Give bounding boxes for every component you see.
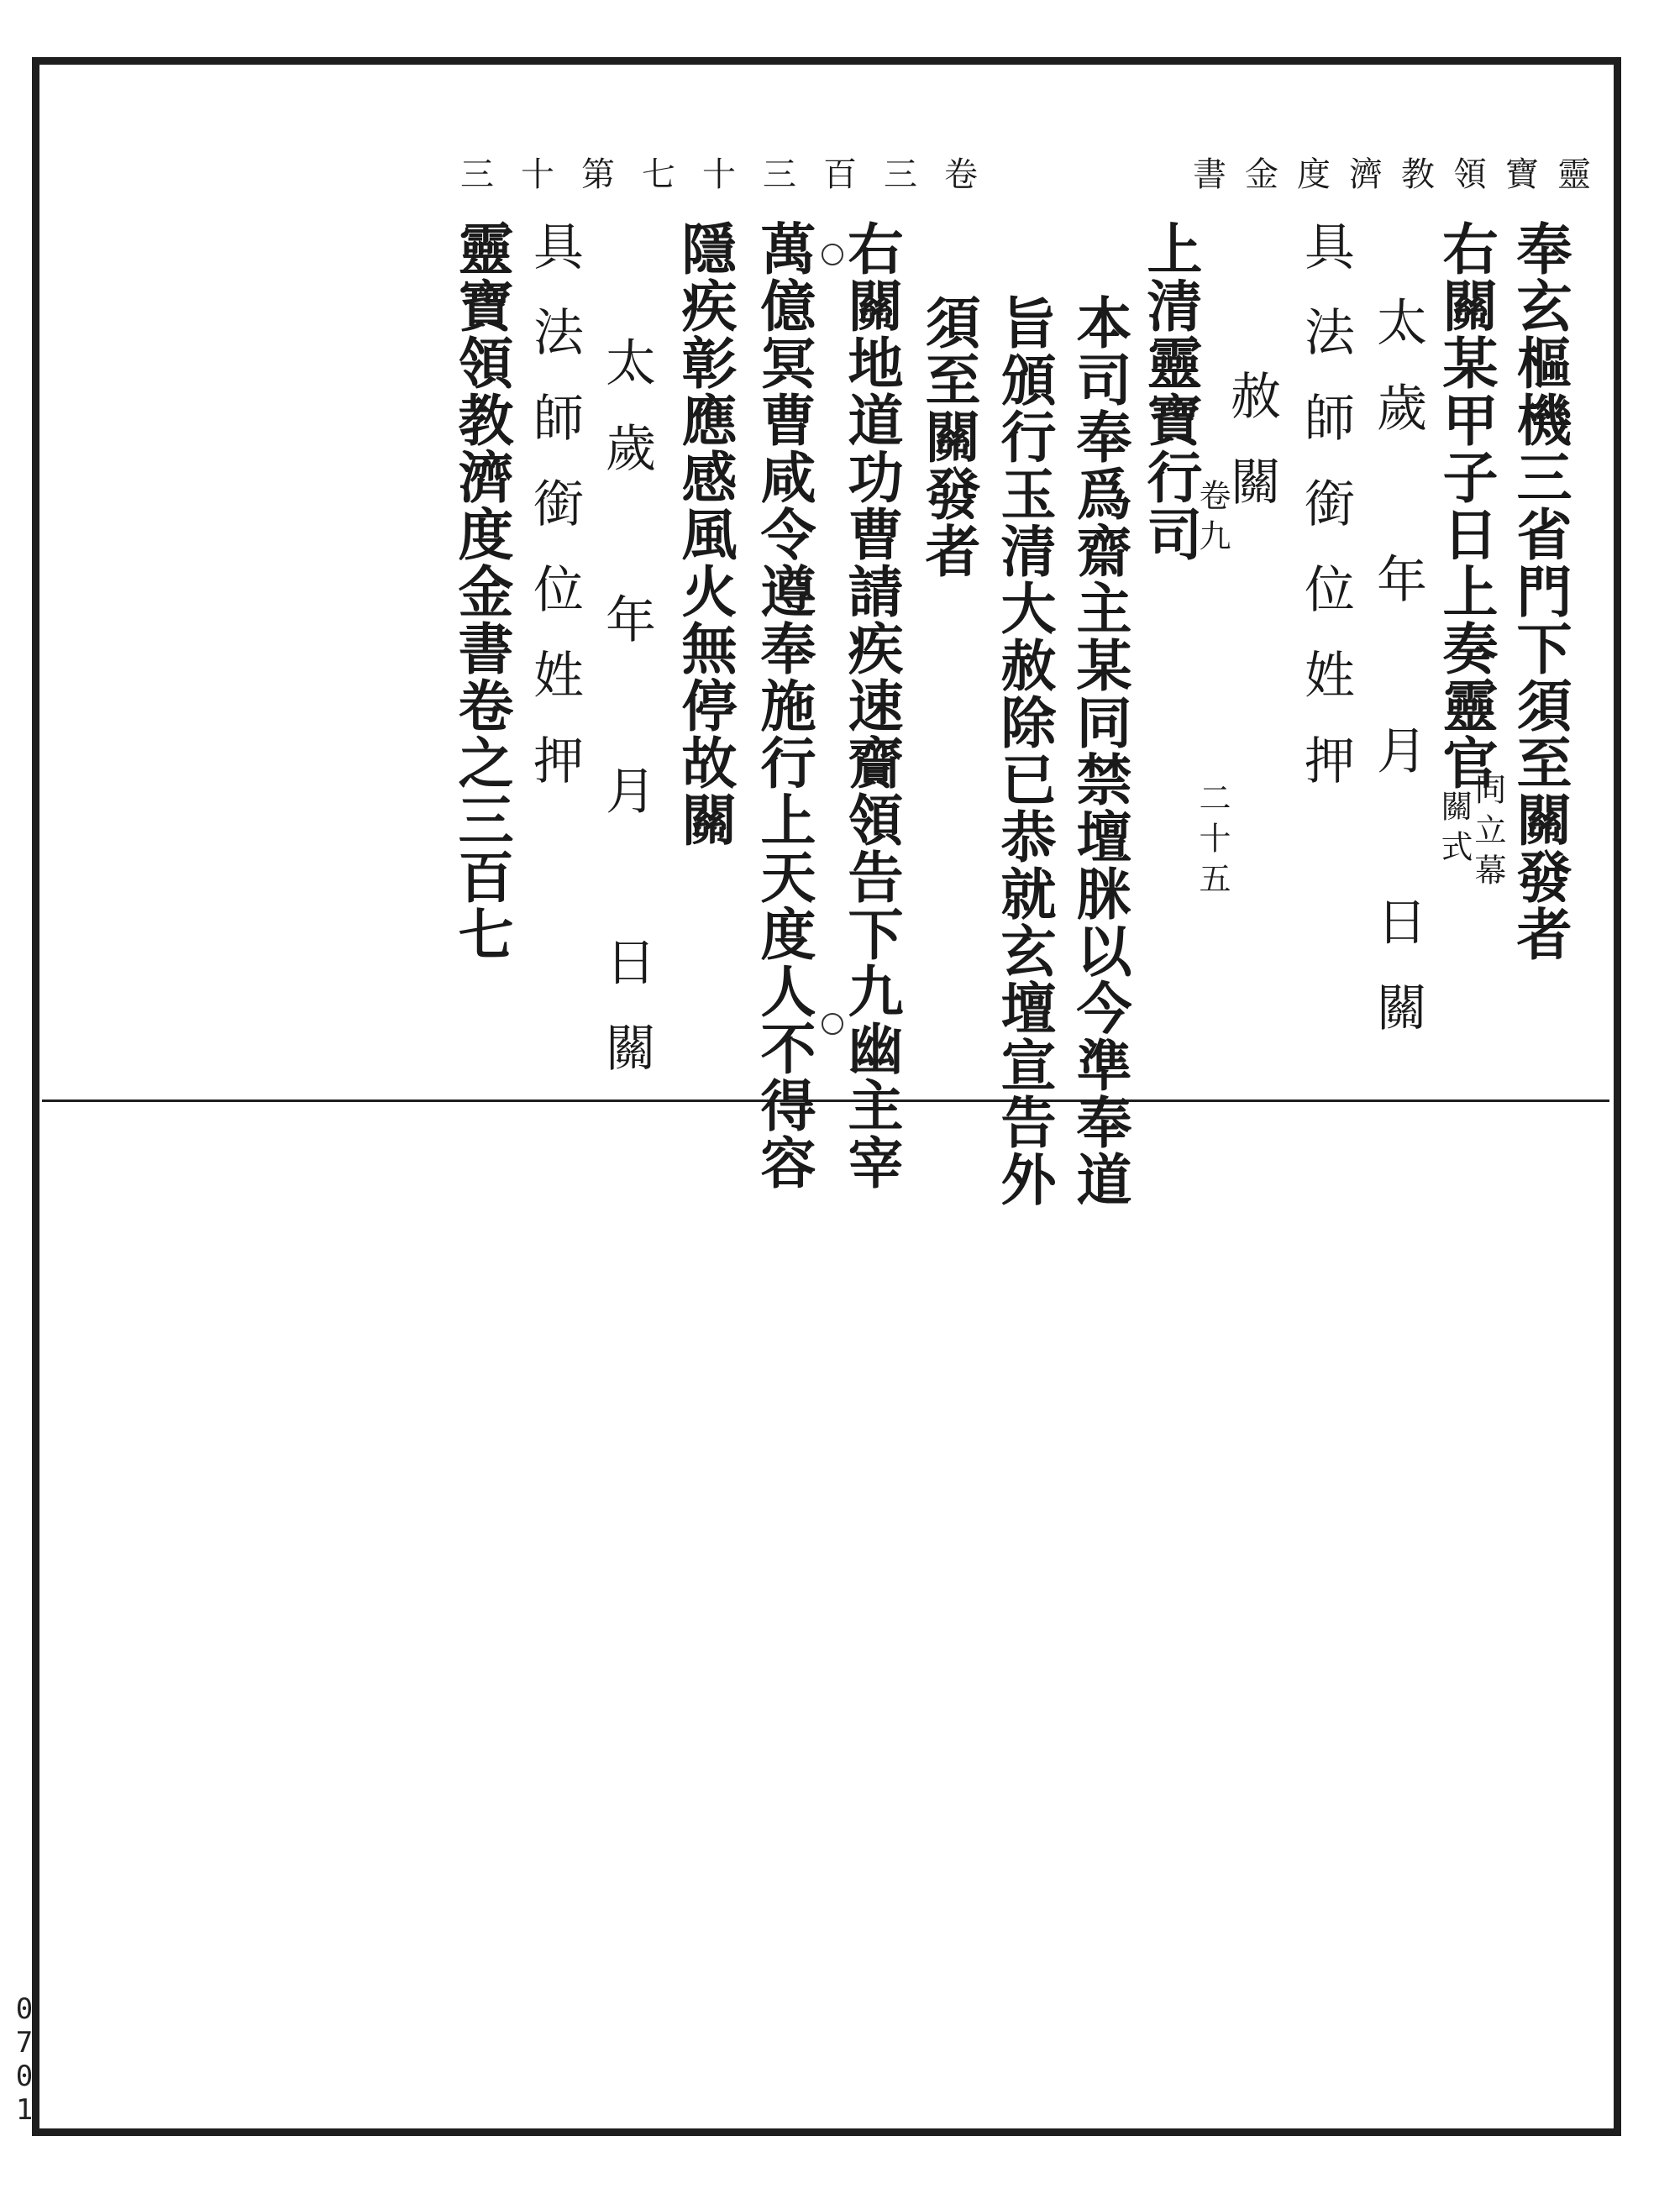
text-column-4: 具法師銜位姓押 bbox=[1296, 220, 1355, 820]
text-column-5: 赦關 bbox=[1222, 370, 1281, 541]
text-column-2: 右關某甲子日上奏靈官 bbox=[1433, 220, 1499, 791]
half-page-divider bbox=[42, 1100, 1609, 1102]
text-column-6: 上清靈寶行司 bbox=[1137, 220, 1203, 563]
text-column-9: 須至關發者 bbox=[916, 294, 981, 580]
text-column-1: 奉玄樞機三省門下須至關發者 bbox=[1507, 220, 1572, 963]
header-book-title: 靈寶領教濟度金書 bbox=[1193, 155, 1609, 194]
page-number: 0701 bbox=[15, 1992, 34, 2127]
text-column-3: 太歲 年 月 日關 bbox=[1368, 296, 1427, 1067]
text-column-13: 太歲 年 月 日關 bbox=[597, 336, 656, 1107]
text-column-6-note-a: 卷九 bbox=[1194, 479, 1231, 559]
text-column-7: 本司奉爲齋主某同禁壇脒以今準奉道 bbox=[1067, 294, 1132, 1208]
text-column-15: 靈寶領教濟度金書卷之三百七 bbox=[449, 220, 514, 963]
punctuation-circle-mark bbox=[822, 1013, 843, 1035]
header-volume-label: 卷三百三十七第十三 bbox=[460, 155, 1005, 194]
text-column-2-note: 同立幕 bbox=[1469, 773, 1506, 894]
text-column-3-note: 關式 bbox=[1436, 790, 1473, 870]
text-column-6-note-b: 二十五 bbox=[1194, 781, 1231, 902]
text-column-12: 隱疾彰應感風火無停故關 bbox=[672, 220, 738, 848]
text-column-10: 右關地道功曹請疾速齎領告下九幽主宰 bbox=[838, 220, 904, 1191]
text-column-11: 萬億冥曹咸令遵奉施行上天度人不得容 bbox=[751, 220, 816, 1191]
text-column-14: 具法師銜位姓押 bbox=[525, 220, 584, 820]
text-column-8: 旨頒行玉清大赦除已恭就玄壇宣告外 bbox=[991, 294, 1057, 1208]
